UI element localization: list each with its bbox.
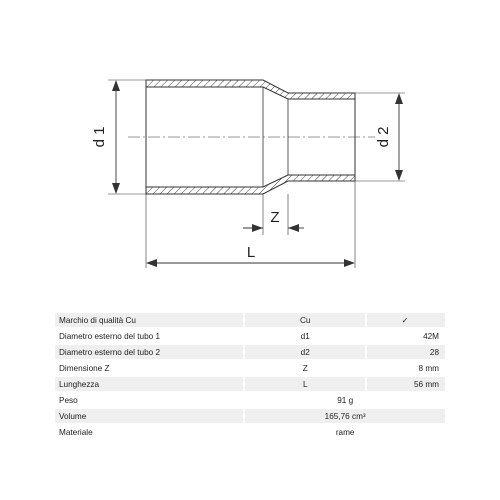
row-label: Peso — [55, 393, 243, 407]
label-d1: d 1 — [91, 126, 108, 148]
label-d2: d 2 — [375, 126, 392, 148]
table-row — [55, 425, 445, 439]
row-symbol: d2 — [243, 345, 365, 359]
table-row — [55, 409, 445, 423]
top-wall — [146, 80, 355, 99]
table-row — [55, 313, 445, 327]
row-value: rame — [243, 425, 445, 439]
table-row — [55, 393, 445, 407]
row-symbol: d1 — [243, 329, 365, 343]
table-row — [55, 329, 445, 343]
row-label: Diametro esterno del tubo 1 — [55, 329, 243, 343]
row-label: Marchio di qualità Cu — [55, 313, 243, 327]
row-label: Materiale — [55, 425, 243, 439]
label-z: Z — [270, 209, 280, 226]
row-value: 28 — [365, 345, 445, 359]
row-label: Lunghezza — [55, 377, 243, 391]
table-row — [55, 345, 445, 359]
table-row — [55, 361, 445, 375]
row-value: 8 mm — [365, 361, 445, 375]
row-symbol: Cu — [243, 313, 365, 327]
row-label: Diametro esterno del tubo 2 — [55, 345, 243, 359]
specification-table — [55, 311, 445, 441]
row-value: 42M — [365, 329, 445, 343]
row-symbol: Z — [243, 361, 365, 375]
row-value: 91 g — [243, 393, 445, 407]
table-row — [55, 377, 445, 391]
row-label: Volume — [55, 409, 243, 423]
row-label: Dimensione Z — [55, 361, 243, 375]
row-value: 56 mm — [365, 377, 445, 391]
label-l: L — [246, 244, 256, 261]
row-value: ✓ — [365, 313, 445, 327]
row-symbol: L — [243, 377, 365, 391]
row-value: 165,76 cm³ — [243, 409, 445, 423]
bottom-wall — [146, 175, 355, 194]
